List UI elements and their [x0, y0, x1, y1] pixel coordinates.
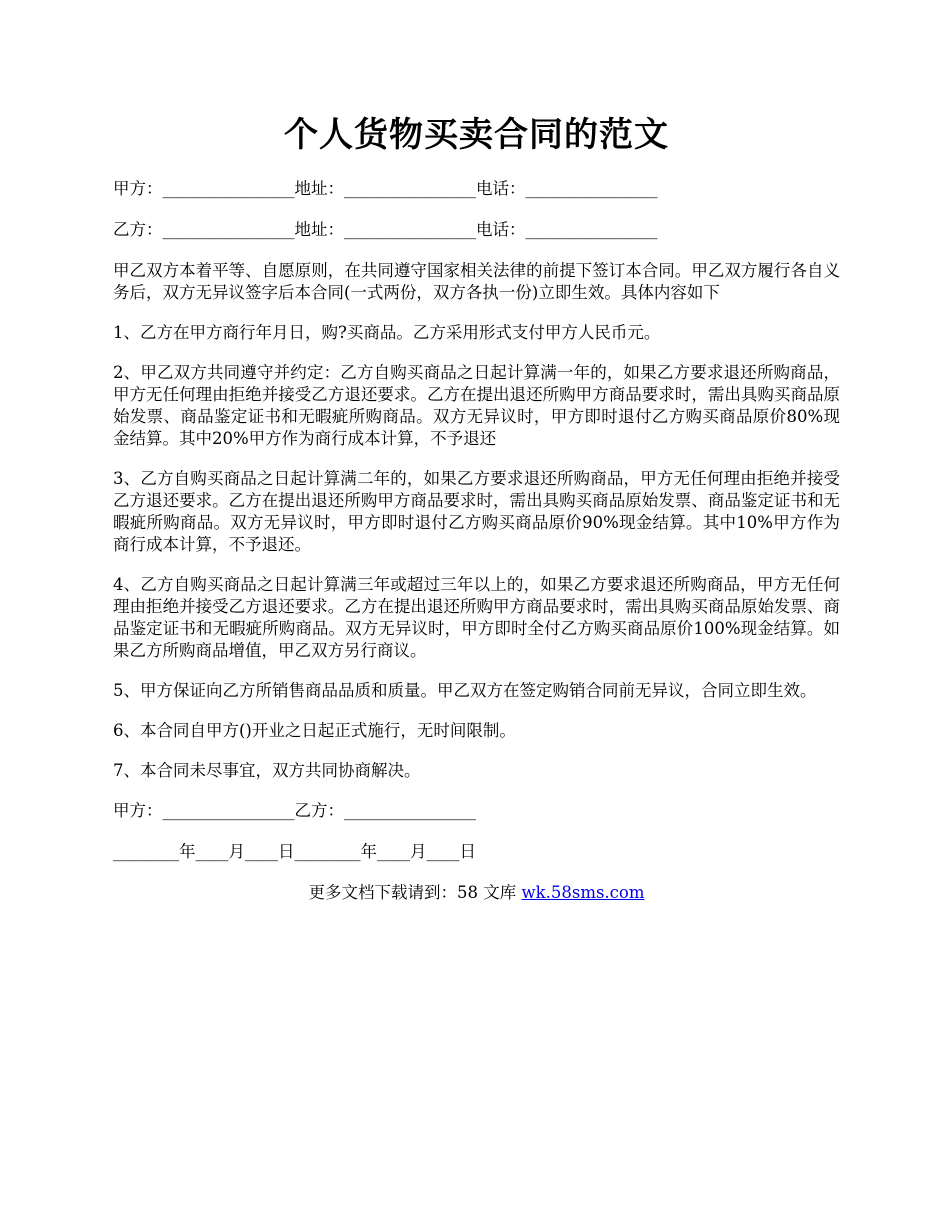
- clause-2: 2、甲乙双方共同遵守并约定：乙方自购买商品之日起计算满一年的，如果乙方要求退还所购商品，甲方无任何理由拒绝并接受乙方退还要求。乙方在提出退还所购甲方商品要求时，需出具购买商品原始发票、商品鉴定证书和无暇疵所购商品。双方无异议时，甲方即时退付乙方购买商品原价80%现金结算。其中20%甲方作为商行成本计算，不予退还: [113, 363, 840, 448]
- party-b-line: 乙方：________________地址：________________电话：________________: [113, 220, 658, 239]
- clause-5: 5、甲方保证向乙方所销售商品品质和质量。甲乙双方在签定购销合同前无异议，合同立即生效。: [113, 681, 817, 700]
- document-page: [113, 110, 840, 904]
- date-line: ________年____月____日________年____月____日: [113, 842, 476, 861]
- signature-line: 甲方：________________乙方：________________: [113, 801, 476, 820]
- clause-7: 7、本合同未尽事宜，双方共同协商解决。: [113, 761, 421, 780]
- intro-paragraph: 甲乙双方本着平等、自愿原则，在共同遵守国家相关法律的前提下签订本合同。甲乙双方履行各自义务后，双方无异议签字后本合同(一式两份，双方各执一份)立即生效。具体内容如下: [113, 261, 840, 302]
- clause-6: 6、本合同自甲方()开业之日起正式施行，无时间限制。: [113, 721, 516, 740]
- clause-3: 3、乙方自购买商品之日起计算满二年的，如果乙方要求退还所购商品，甲方无任何理由拒绝并接受乙方退还要求。乙方在提出退还所购甲方商品要求时，需出具购买商品原始发票、商品鉴定证书和无暇疵所购商品。双方无异议时，甲方即时退付乙方购买商品原价90%现金结算。其中10%甲方作为商行成本计算，不予退还。: [113, 469, 840, 554]
- footer-link[interactable]: wk.58sms.com: [521, 883, 645, 902]
- clause-4: 4、乙方自购买商品之日起计算满三年或超过三年以上的，如果乙方要求退还所购商品，甲方无任何理由拒绝并接受乙方退还要求。乙方在提出退还所购甲方商品要求时，需出具购买商品原始发票、商品鉴定证书和无暇疵所购商品。双方无异议时，甲方即时全付乙方购买商品原价100%现金结算。如果乙方所购商品增值，甲乙双方另行商议。: [113, 575, 840, 660]
- footer: [113, 882, 840, 904]
- document-title: 个人货物买卖合同的范文: [284, 115, 669, 155]
- party-a-line: 甲方：________________地址：________________电话：________________: [113, 179, 658, 198]
- footer-text: 更多文档下载请到：58 文库: [308, 883, 522, 902]
- clause-1: 1、乙方在甲方商行年月日，购?买商品。乙方采用形式支付甲方人民币元。: [113, 323, 661, 342]
